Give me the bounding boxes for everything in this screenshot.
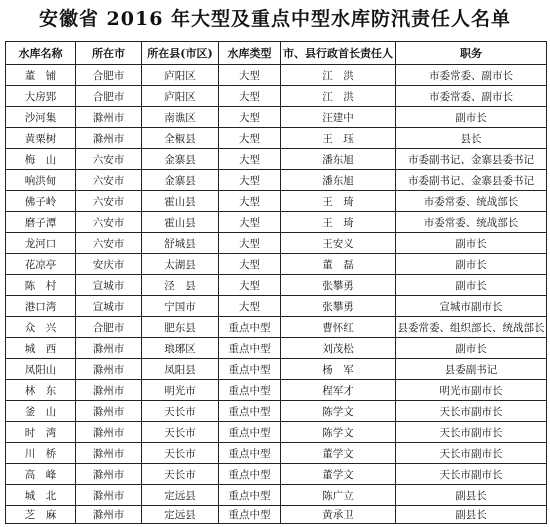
cell-reservoir-type: 大型 <box>219 65 281 86</box>
cell-reservoir-name: 众 兴 <box>6 317 76 338</box>
cell-reservoir-type: 大型 <box>219 86 281 107</box>
cell-responsible-person: 王 琦 <box>281 212 396 233</box>
table-row <box>6 212 547 233</box>
table-row <box>6 275 547 296</box>
cell-responsible-person: 潘东旭 <box>281 170 396 191</box>
cell-position: 县长 <box>396 128 547 149</box>
cell-county: 南谯区 <box>142 107 219 128</box>
cell-position: 天长市副市长 <box>396 464 547 485</box>
cell-responsible-person: 王安义 <box>281 233 396 254</box>
cell-position: 副县长 <box>396 485 547 506</box>
cell-city: 滁州市 <box>76 422 142 443</box>
cell-reservoir-name: 陈 村 <box>6 275 76 296</box>
cell-reservoir-name: 城 北 <box>6 485 76 506</box>
cell-reservoir-type: 大型 <box>219 149 281 170</box>
cell-county: 金寨县 <box>142 170 219 191</box>
cell-county: 泾 县 <box>142 275 219 296</box>
table-row <box>6 128 547 149</box>
cell-county: 天长市 <box>142 401 219 422</box>
cell-responsible-person: 张攀勇 <box>281 296 396 317</box>
cell-reservoir-type: 重点中型 <box>219 338 281 359</box>
cell-county: 定远县 <box>142 485 219 506</box>
cell-position: 市委常委、统战部长 <box>396 191 547 212</box>
table-row <box>6 359 547 380</box>
cell-city: 宣城市 <box>76 275 142 296</box>
cell-city: 合肥市 <box>76 86 142 107</box>
cell-city: 六安市 <box>76 191 142 212</box>
cell-reservoir-name: 梅 山 <box>6 149 76 170</box>
header-responsible-person: 市、县行政首长责任人 <box>281 42 396 65</box>
table-row <box>6 464 547 485</box>
cell-position: 宣城市副市长 <box>396 296 547 317</box>
cell-reservoir-name: 响洪甸 <box>6 170 76 191</box>
cell-county: 舒城县 <box>142 233 219 254</box>
table-row <box>6 506 547 524</box>
cell-reservoir-type: 大型 <box>219 191 281 212</box>
header-reservoir-type: 水库类型 <box>219 42 281 65</box>
cell-city: 滁州市 <box>76 359 142 380</box>
cell-reservoir-name: 花凉亭 <box>6 254 76 275</box>
cell-city: 滁州市 <box>76 380 142 401</box>
table-row <box>6 107 547 128</box>
cell-responsible-person: 黄承卫 <box>281 506 396 524</box>
table-row <box>6 86 547 107</box>
cell-city: 六安市 <box>76 149 142 170</box>
cell-county: 明光市 <box>142 380 219 401</box>
cell-position: 副市长 <box>396 275 547 296</box>
cell-position: 县委常委、组织部长、统战部长 <box>396 317 547 338</box>
cell-county: 琅琊区 <box>142 338 219 359</box>
document-title: 安徽省 2016 年大型及重点中型水库防汛责任人名单 <box>38 8 512 30</box>
cell-reservoir-name: 龙河口 <box>6 233 76 254</box>
cell-city: 六安市 <box>76 170 142 191</box>
cell-responsible-person: 陈学文 <box>281 422 396 443</box>
cell-reservoir-type: 大型 <box>219 275 281 296</box>
cell-reservoir-type: 重点中型 <box>219 317 281 338</box>
cell-city: 宣城市 <box>76 296 142 317</box>
cell-responsible-person: 王 琦 <box>281 191 396 212</box>
table-row <box>6 296 547 317</box>
cell-reservoir-type: 大型 <box>219 128 281 149</box>
cell-responsible-person: 曹怀红 <box>281 317 396 338</box>
cell-county: 肥东县 <box>142 317 219 338</box>
cell-county: 天长市 <box>142 464 219 485</box>
cell-position: 天长市副市长 <box>396 422 547 443</box>
cell-position: 市委副书记、金寨县委书记 <box>396 170 547 191</box>
table-row <box>6 338 547 359</box>
cell-reservoir-name: 佛子岭 <box>6 191 76 212</box>
responsibility-table <box>5 41 547 524</box>
cell-reservoir-name: 林 东 <box>6 380 76 401</box>
cell-position: 明光市副市长 <box>396 380 547 401</box>
cell-city: 合肥市 <box>76 65 142 86</box>
cell-county: 庐阳区 <box>142 86 219 107</box>
table-row <box>6 485 547 506</box>
cell-reservoir-type: 大型 <box>219 107 281 128</box>
cell-responsible-person: 刘茂松 <box>281 338 396 359</box>
table-row <box>6 170 547 191</box>
table-row <box>6 65 547 86</box>
cell-reservoir-name: 大房郢 <box>6 86 76 107</box>
table-row <box>6 401 547 422</box>
cell-position: 市委副书记、金寨县委书记 <box>396 149 547 170</box>
header-reservoir-name: 水库名称 <box>6 42 76 65</box>
cell-county: 天长市 <box>142 443 219 464</box>
cell-responsible-person: 董学文 <box>281 443 396 464</box>
cell-reservoir-type: 重点中型 <box>219 401 281 422</box>
header-city: 所在市 <box>76 42 142 65</box>
cell-position: 副市长 <box>396 233 547 254</box>
cell-city: 滁州市 <box>76 485 142 506</box>
cell-position: 市委常委、副市长 <box>396 65 547 86</box>
cell-reservoir-name: 城 西 <box>6 338 76 359</box>
cell-reservoir-type: 大型 <box>219 254 281 275</box>
cell-county: 定远县 <box>142 506 219 524</box>
cell-position: 副市长 <box>396 338 547 359</box>
table-header-row <box>6 42 547 65</box>
cell-position: 市委常委、统战部长 <box>396 212 547 233</box>
cell-reservoir-name: 釜 山 <box>6 401 76 422</box>
cell-city: 滁州市 <box>76 128 142 149</box>
cell-position: 县委副书记 <box>396 359 547 380</box>
cell-city: 六安市 <box>76 212 142 233</box>
cell-reservoir-type: 重点中型 <box>219 443 281 464</box>
table-row <box>6 233 547 254</box>
header-county: 所在县(市区) <box>142 42 219 65</box>
cell-reservoir-name: 黄栗树 <box>6 128 76 149</box>
cell-reservoir-type: 大型 <box>219 212 281 233</box>
cell-reservoir-type: 重点中型 <box>219 359 281 380</box>
cell-reservoir-name: 磨子潭 <box>6 212 76 233</box>
table-row <box>6 317 547 338</box>
cell-reservoir-name: 沙河集 <box>6 107 76 128</box>
cell-reservoir-name: 芝 麻 <box>6 506 76 524</box>
cell-responsible-person: 董学文 <box>281 464 396 485</box>
table-row <box>6 254 547 275</box>
cell-responsible-person: 张攀勇 <box>281 275 396 296</box>
header-position: 职务 <box>396 42 547 65</box>
cell-responsible-person: 汪建中 <box>281 107 396 128</box>
cell-city: 滁州市 <box>76 506 142 524</box>
cell-reservoir-type: 重点中型 <box>219 422 281 443</box>
table-row <box>6 443 547 464</box>
cell-position: 副县长 <box>396 506 547 524</box>
cell-city: 滁州市 <box>76 464 142 485</box>
cell-responsible-person: 潘东旭 <box>281 149 396 170</box>
cell-position: 副市长 <box>396 107 547 128</box>
cell-county: 庐阳区 <box>142 65 219 86</box>
cell-reservoir-type: 重点中型 <box>219 506 281 524</box>
cell-city: 滁州市 <box>76 107 142 128</box>
cell-reservoir-type: 大型 <box>219 170 281 191</box>
cell-city: 安庆市 <box>76 254 142 275</box>
cell-responsible-person: 江 洪 <box>281 65 396 86</box>
cell-position: 副市长 <box>396 254 547 275</box>
cell-position: 天长市副市长 <box>396 443 547 464</box>
cell-position: 天长市副市长 <box>396 401 547 422</box>
cell-county: 金寨县 <box>142 149 219 170</box>
cell-county: 天长市 <box>142 422 219 443</box>
cell-responsible-person: 陈广立 <box>281 485 396 506</box>
cell-city: 六安市 <box>76 233 142 254</box>
cell-reservoir-type: 大型 <box>219 296 281 317</box>
cell-reservoir-type: 大型 <box>219 233 281 254</box>
cell-responsible-person: 程军才 <box>281 380 396 401</box>
cell-responsible-person: 江 洪 <box>281 86 396 107</box>
cell-county: 凤阳县 <box>142 359 219 380</box>
cell-responsible-person: 杨 军 <box>281 359 396 380</box>
cell-reservoir-type: 重点中型 <box>219 464 281 485</box>
cell-county: 霍山县 <box>142 191 219 212</box>
cell-reservoir-name: 凤阳山 <box>6 359 76 380</box>
cell-reservoir-name: 高 峰 <box>6 464 76 485</box>
cell-city: 滁州市 <box>76 338 142 359</box>
cell-city: 滁州市 <box>76 443 142 464</box>
table-row <box>6 380 547 401</box>
cell-reservoir-name: 时 湾 <box>6 422 76 443</box>
cell-reservoir-type: 重点中型 <box>219 485 281 506</box>
table-body <box>6 65 547 524</box>
cell-county: 霍山县 <box>142 212 219 233</box>
cell-reservoir-name: 港口湾 <box>6 296 76 317</box>
cell-county: 宁国市 <box>142 296 219 317</box>
cell-reservoir-name: 川 桥 <box>6 443 76 464</box>
cell-city: 滁州市 <box>76 401 142 422</box>
table-row <box>6 422 547 443</box>
cell-responsible-person: 王 珏 <box>281 128 396 149</box>
cell-county: 全椒县 <box>142 128 219 149</box>
cell-responsible-person: 陈学文 <box>281 401 396 422</box>
cell-responsible-person: 董 磊 <box>281 254 396 275</box>
table-row <box>6 191 547 212</box>
cell-county: 太湖县 <box>142 254 219 275</box>
cell-city: 合肥市 <box>76 317 142 338</box>
cell-reservoir-name: 董 铺 <box>6 65 76 86</box>
table-row <box>6 149 547 170</box>
cell-position: 市委常委、副市长 <box>396 86 547 107</box>
cell-reservoir-type: 重点中型 <box>219 380 281 401</box>
